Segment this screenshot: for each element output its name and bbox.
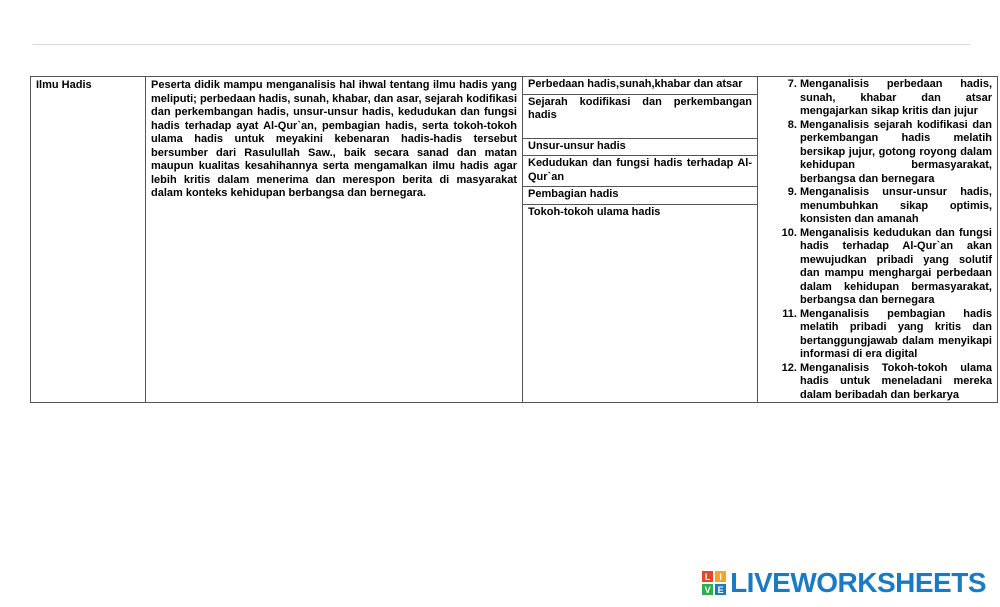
curriculum-table: [30, 76, 998, 403]
competency-item: 12. Menganalisis Tokoh-tokoh ulama hadis untuk meneladani mereka dalam beribadah dan berkarya: [800, 362, 992, 403]
logo-letter-l: L: [702, 571, 713, 582]
topic-item: Tokoh-tokoh ulama hadis: [528, 205, 661, 218]
logo-mark-icon: [702, 571, 726, 595]
competency-list: [758, 78, 992, 402]
logo-letter-e: E: [715, 584, 726, 595]
competency-item: 8. Menganalisis sejarah kodifikasi dan perkembangan hadis melatih bersikap jujur, gotong royong dalam kehidupan bermasyarakat, berbangsa dan bernegara: [800, 119, 992, 187]
competency-item: 11. Menganalisis pembagian hadis melatih pribadi yang kritis dan bertanggungjawab dalam menyikapi informasi di era digital: [800, 308, 992, 362]
page-top-rule: [33, 44, 970, 45]
logo-letter-i: I: [715, 571, 726, 582]
topic-item: Unsur-unsur hadis: [523, 139, 757, 157]
topic-item: Pembagian hadis: [523, 187, 757, 205]
liveworksheets-logo[interactable]: [702, 566, 986, 600]
topic-item: Perbedaan hadis,sunah,khabar dan atsar: [523, 77, 757, 95]
topic-item: Sejarah kodifikasi dan perkembangan hadis: [523, 95, 757, 139]
table-row: [31, 77, 998, 403]
competency-item: 10. Menganalisis kedudukan dan fungsi hadis terhadap Al-Qur`an akan mewujudkan pribadi yang solutif dan mampu menghargai perbedaan dalam kehidupan bermasyarakat, berbangsa dan bernegara: [800, 227, 992, 308]
competencies-cell: [758, 77, 998, 403]
competency-item: 7. Menganalisis perbedaan hadis, sunah, khabar dan atsar mengajarkan sikap kritis dan jujur: [800, 78, 992, 119]
description-cell: Peserta didik mampu menganalisis hal ihwal tentang ilmu hadis yang meliputi; perbedaan hadis, sunah, khabar, dan asar, sejarah kodifikasi dan perkembangan hadis, unsur-unsur hadis, kedudukan dan fungsi hadis terhadap ayat Al-Qur`an, pembagian hadis, serta tokoh-tokoh ulama hadis untuk meyakini kebenaran hadis-hadis tersebut bersumber dari Rasulullah Saw., baik secara sanad dan matan maupun kualitas kesahihannya serta mengamalkan ilmu hadis agar lebih kritis dalam menerima dan merespon berita di masyarakat dalam konteks kehidupan berbangsa dan bernegara.: [146, 77, 523, 403]
competency-item: 9. Menganalisis unsur-unsur hadis, menumbuhkan sikap optimis, konsisten dan amanah: [800, 186, 992, 227]
logo-wordmark: LIVEWORKSHEETS: [730, 567, 986, 598]
subject-cell: Ilmu Hadis: [31, 77, 146, 403]
topic-item: Kedudukan dan fungsi hadis terhadap Al-Qur`an: [523, 156, 757, 187]
topics-cell: [523, 77, 758, 403]
logo-letter-v: V: [702, 584, 713, 595]
